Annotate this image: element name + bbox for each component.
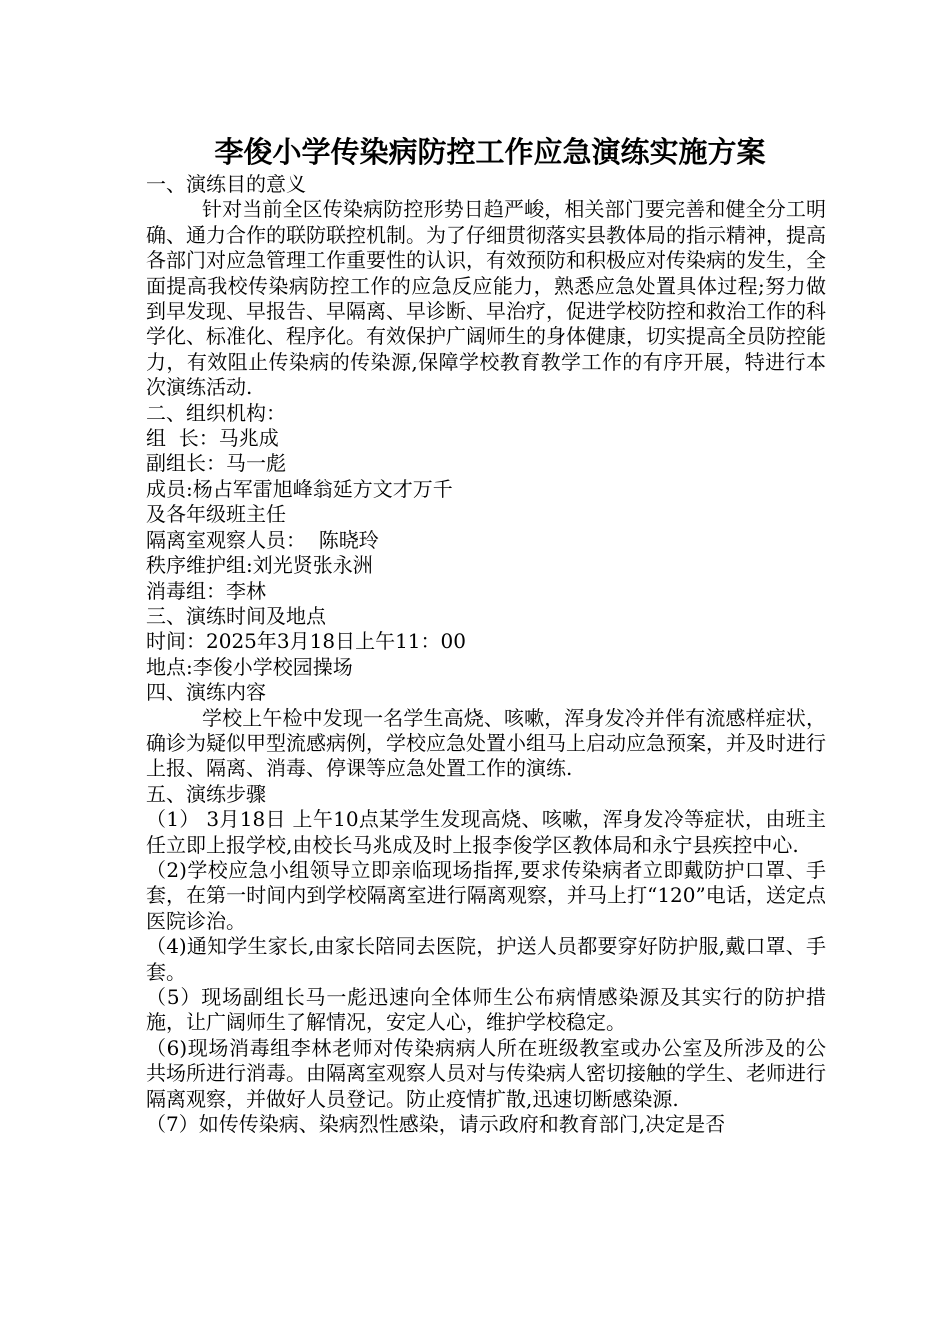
step-item: （2)学校应急小组领导立即亲临现场指挥,要求传染病者立即戴防护口罩、手套，在第一时间内到学校隔离室进行隔离观察，并马上打“120”电话，送定点医院诊治。	[146, 857, 826, 933]
content-paragraph: 学校上午检中发现一名学生高烧、咳嗽，浑身发冷并伴有流感样症状，确诊为疑似甲型流感病例，学校应急处置小组马上启动应急预案，并及时进行上报、隔离、消毒、停课等应急处置工作的演练.	[146, 705, 826, 781]
deputy-leader: 副组长：马一彪	[146, 451, 286, 476]
step-item: （4)通知学生家长,由家长陪同去医院，护送人员都要穿好防护服,戴口罩、手套。	[146, 934, 826, 984]
team-leader: 组 长：马兆成	[146, 426, 279, 451]
section-heading-steps: 五、演练步骤	[146, 781, 266, 806]
section-heading-purpose: 一、演练目的意义	[146, 172, 306, 196]
drill-time: 时间：2025年3月18日上午11：00	[146, 629, 466, 654]
purpose-paragraph: 针对当前全区传染病防控形势日趋严峻，相关部门要完善和健全分工明确、通力合作的联防联控机制。为了仔细贯彻落实县教体局的指示精神，提高各部门对应急管理工作重要性的认识，有效预防和积极应对传染病的发生，全面提高我校传染病防控工作的应急反应能力，熟悉应急处置具体过程;努力做到早发现、早报告、早隔离、早诊断、早治疗，促进学校防控和救治工作的科学化、标准化、程序化。有效保护广阔师生的身体健康，切实提高全员防控能力，有效阻止传染病的传染源,保障学校教育教学工作的有序开展，特进行本次演练活动.	[146, 197, 826, 400]
step-item: （7）如传传染病、染病烈性感染，请示政府和教育部门,决定是否	[146, 1112, 726, 1137]
section-heading-time-place: 三、演练时间及地点	[146, 603, 326, 628]
section-heading-organization: 二、组织机构：	[146, 400, 286, 425]
step-item: （6)现场消毒组李林老师对传染病病人所在班级教室或办公室及所涉及的公共场所进行消毒。由隔离室观察人员对与传染病人密切接触的学生、老师进行隔离观察，并做好人员登记。防止疫情扩散,迅速切断感染源.	[146, 1035, 826, 1111]
step-item: （5）现场副组长马一彪迅速向全体师生公布病情感染源及其实行的防护措施，让广阔师生了解情况，安定人心，维护学校稳定。	[146, 985, 826, 1035]
drill-place: 地点:李俊小学校园操场	[146, 654, 353, 679]
team-members: 成员:杨占军雷旭峰翁延方文才万千	[146, 476, 453, 501]
step-item: （1） 3月18日 上午10点某学生发现高烧、咳嗽，浑身发冷等症状，由班主任立即上报学校,由校长马兆成及时上报李俊学区教体局和永宁县疾控中心.	[146, 807, 826, 857]
section-heading-content: 四、演练内容	[146, 680, 266, 705]
document-title: 李俊小学传染病防控工作应急演练实施方案	[214, 135, 766, 169]
order-maintenance-group: 秩序维护组:刘光贤张永洲	[146, 553, 373, 578]
document-page	[146, 132, 826, 1137]
team-members-extra: 及各年级班主任	[146, 502, 286, 527]
disinfection-group: 消毒组：李林	[146, 578, 266, 603]
isolation-observer: 隔离室观察人员： 陈晓玲	[146, 527, 379, 552]
